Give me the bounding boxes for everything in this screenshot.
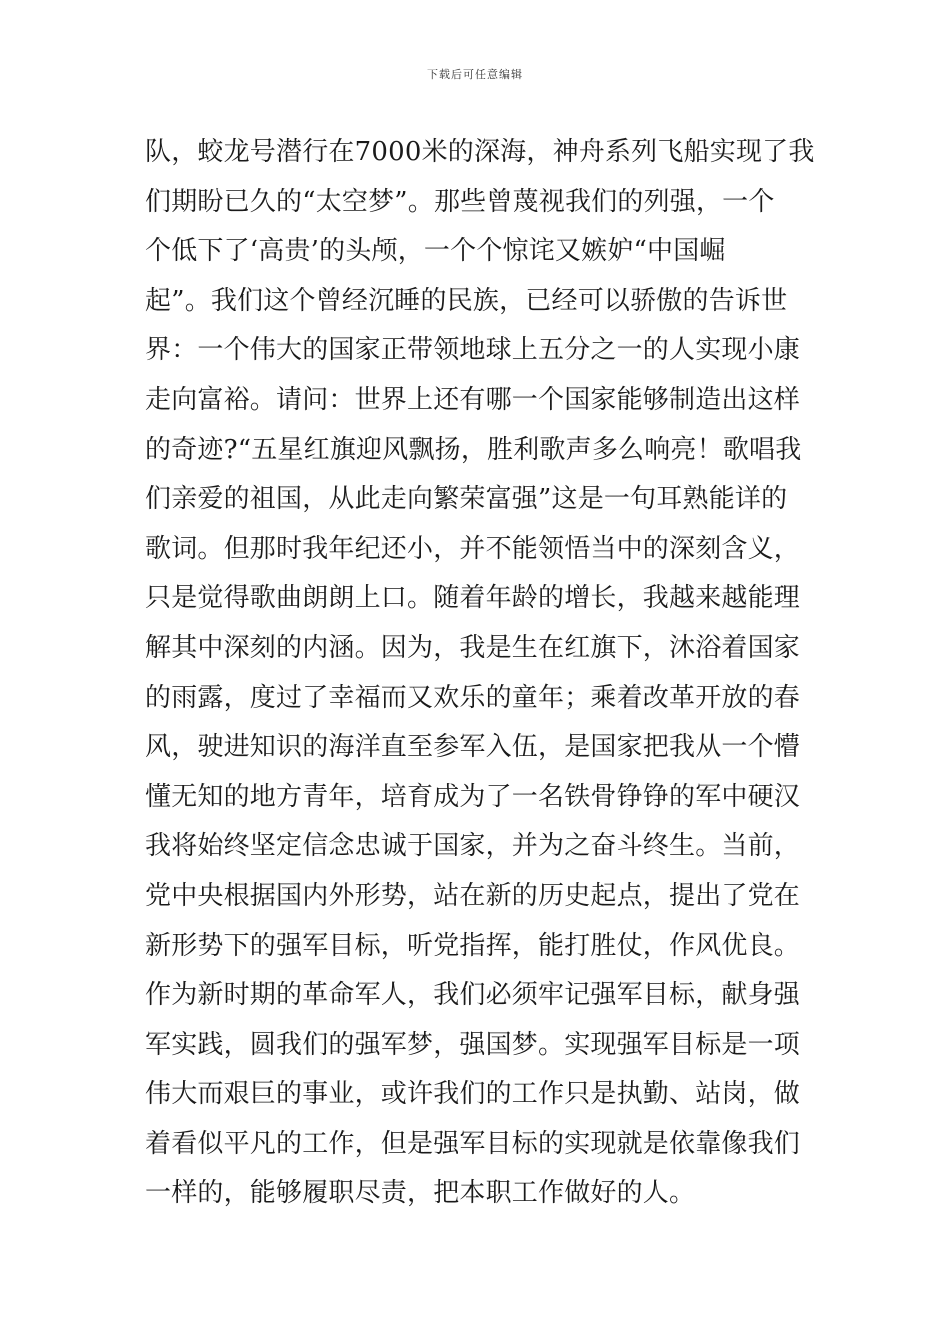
text-line: 风，驶进知识的海洋直至参军入伍，是国家把我从一个懵: [145, 732, 801, 763]
text-line: 队，蛟龙号潜行在7000米的深海，神舟系列飞船实现了我: [145, 137, 815, 167]
text-line: 只是觉得歌曲朗朗上口。随着年龄的增长，我越来越能理: [145, 583, 801, 614]
text-line: 作为新时期的革命军人，我们必须牢记强军目标，献身强: [145, 980, 801, 1011]
text-line: 着看似平凡的工作，但是强军目标的实现就是依靠像我们: [145, 1128, 801, 1159]
header-note: 下载后可任意编辑: [427, 68, 523, 81]
text-line: 走向富裕。请问：世界上还有哪一个国家能够制造出这样: [145, 384, 801, 415]
text-line: 我将始终坚定信念忠诚于国家，并为之奋斗终生。当前，: [145, 831, 801, 862]
text-line: 们亲爱的祖国，从此走向繁荣富强”这是一句耳熟能详的: [145, 484, 788, 515]
text-line: 新形势下的强军目标，听党指挥，能打胜仗，作风优良。: [145, 930, 801, 961]
text-line: 起”。我们这个曾经沉睡的民族，已经可以骄傲的告诉世: [145, 285, 788, 316]
text-line: 党中央根据国内外形势，站在新的历史起点，提出了党在: [145, 880, 801, 911]
text-line: 一样的，能够履职尽责，把本职工作做好的人。: [145, 1178, 696, 1209]
text-line: 界：一个伟大的国家正带领地球上五分之一的人实现小康: [145, 335, 801, 366]
text-line: 们期盼已久的“太空梦”。那些曾蔑视我们的列强，一个: [145, 186, 775, 217]
text-line: 伟大而艰巨的事业，或许我们的工作只是执勤、站岗，做: [145, 1079, 801, 1110]
body-text: [145, 128, 815, 1219]
text-line: 歌词。但那时我年纪还小，并不能领悟当中的深刻含义，: [145, 533, 801, 564]
text-line: 懂无知的地方青年，培育成为了一名铁骨铮铮的军中硬汉: [145, 781, 801, 812]
text-line: 的雨露，度过了幸福而又欢乐的童年；乘着改革开放的春: [145, 682, 801, 713]
text-line: 军实践，圆我们的强军梦，强国梦。实现强军目标是一项: [145, 1029, 801, 1060]
text-line: 的奇迹?“五星红旗迎风飘扬，胜利歌声多么响亮！歌唱我: [145, 434, 802, 465]
text-line: 个低下了‘高贵’的头颅，一个个惊诧又嫉妒“中国崛: [145, 236, 726, 267]
text-line: 解其中深刻的内涵。因为，我是生在红旗下，沐浴着国家: [145, 632, 801, 663]
